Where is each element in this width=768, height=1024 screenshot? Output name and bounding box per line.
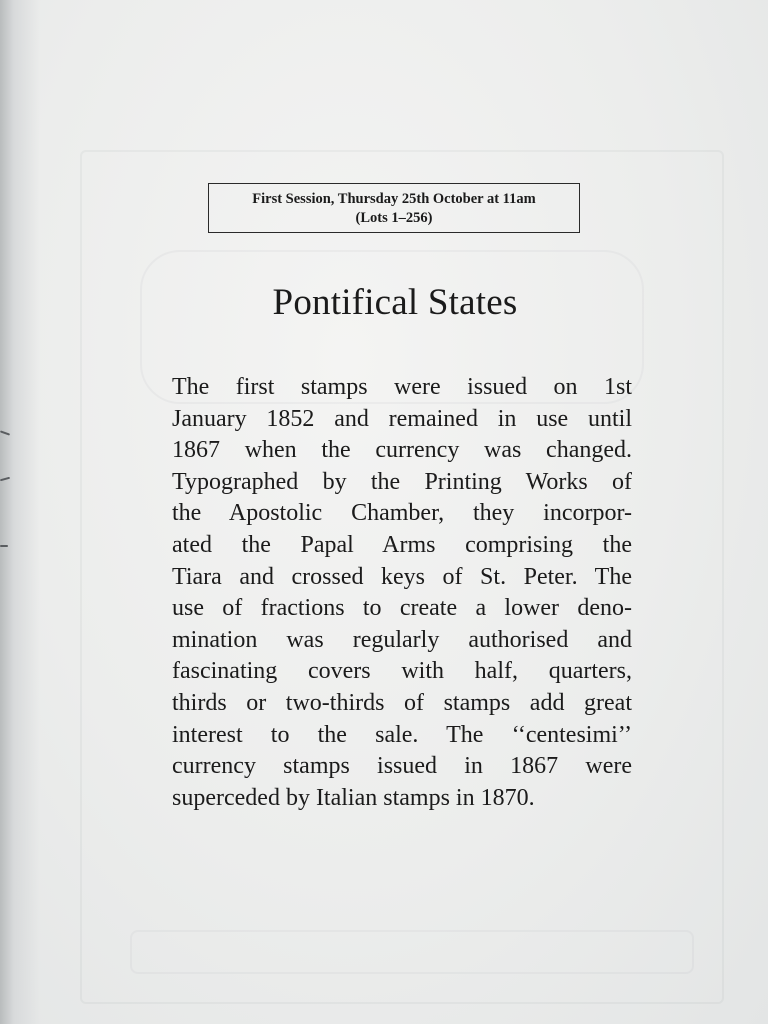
body-line: interest to the sale. The ‘‘centesimi’’ bbox=[172, 721, 632, 748]
show-through-bottom-ornament bbox=[130, 930, 694, 974]
binding-mark bbox=[0, 430, 10, 435]
session-info-box bbox=[208, 183, 580, 233]
body-line: Typographed by the Printing Works of bbox=[172, 468, 632, 495]
body-line: thirds or two-thirds of stamps add great bbox=[172, 689, 632, 716]
page-title: Pontifical States bbox=[272, 282, 518, 323]
body-line: fascinating covers with half, quarters, bbox=[172, 658, 632, 685]
body-line: January 1852 and remained in use until bbox=[172, 405, 632, 432]
body-line: The first stamps were issued on 1st bbox=[172, 374, 632, 400]
body-line: the Apostolic Chamber, they incorpor- bbox=[172, 500, 632, 527]
body-line: 1867 when the currency was changed. bbox=[172, 437, 632, 464]
body-line: ated the Papal Arms comprising the bbox=[172, 531, 632, 558]
body-line: currency stamps issued in 1867 were bbox=[172, 753, 632, 780]
session-lots: (Lots 1–256) bbox=[355, 210, 433, 226]
body-line: use of fractions to create a lower deno- bbox=[172, 595, 632, 622]
body-line: Tiara and crossed keys of St. Peter. The bbox=[172, 563, 632, 590]
session-line: First Session, Thursday 25th October at 11am bbox=[252, 191, 536, 207]
body-line: mination was regularly authorised and bbox=[172, 626, 632, 653]
body-line: superceded by Italian stamps in 1870. bbox=[172, 784, 535, 811]
page-gutter bbox=[0, 0, 40, 1024]
body-paragraph bbox=[172, 372, 632, 814]
binding-mark bbox=[0, 545, 8, 547]
binding-mark bbox=[0, 477, 10, 482]
